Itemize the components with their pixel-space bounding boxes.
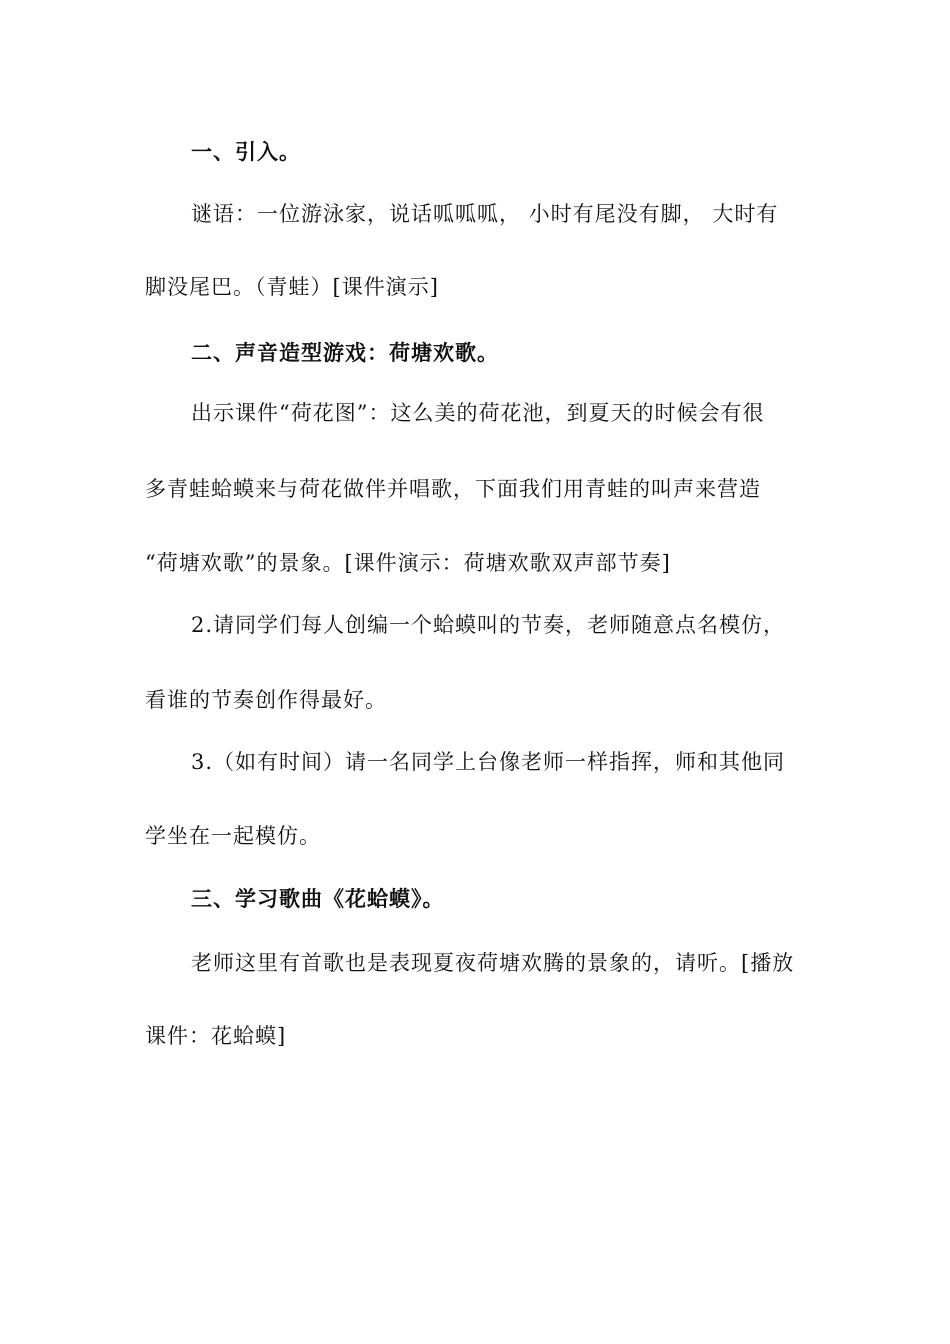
section-2-paragraph-line: 多青蛙蛤蟆来与荷花做伴并唱歌，下面我们用青蛙的叫声来营造 xyxy=(145,477,761,501)
section-1-paragraph-line: 谜语：一位游泳家，说话呱呱呱， 小时有尾没有脚， 大时有 xyxy=(191,202,779,226)
section-2-heading: 二、声音造型游戏：荷塘欢歌。 xyxy=(191,341,499,365)
section-2-paragraph-line: 出示课件“荷花图”：这么美的荷花池，到夏天的时候会有很 xyxy=(191,401,765,425)
section-1-heading: 一、引入。 xyxy=(191,140,301,164)
section-3-heading: 三、学习歌曲《花蛤蟆》。 xyxy=(191,887,445,911)
section-1-paragraph-line: 脚没尾巴。（青蛙）[课件演示] xyxy=(145,275,439,299)
section-3-paragraph-line: 老师这里有首歌也是表现夏夜荷塘欢腾的景象的，请听。[播放 xyxy=(191,951,795,975)
section-2-item-3-line: 3.（如有时间）请一名同学上台像老师一样指挥，师和其他同 xyxy=(191,750,786,774)
section-2-item-2-line: 看谁的节奏创作得最好。 xyxy=(145,688,387,712)
section-2-paragraph-line: “荷塘欢歌”的景象。[课件演示：荷塘欢歌双声部节奏] xyxy=(145,551,671,575)
section-3-paragraph-line: 课件：花蛤蟆] xyxy=(145,1024,287,1048)
section-2-item-2-line: 2.请同学们每人创编一个蛤蟆叫的节奏，老师随意点名模仿， xyxy=(191,613,786,637)
section-2-item-3-line: 学坐在一起模仿。 xyxy=(145,824,321,848)
